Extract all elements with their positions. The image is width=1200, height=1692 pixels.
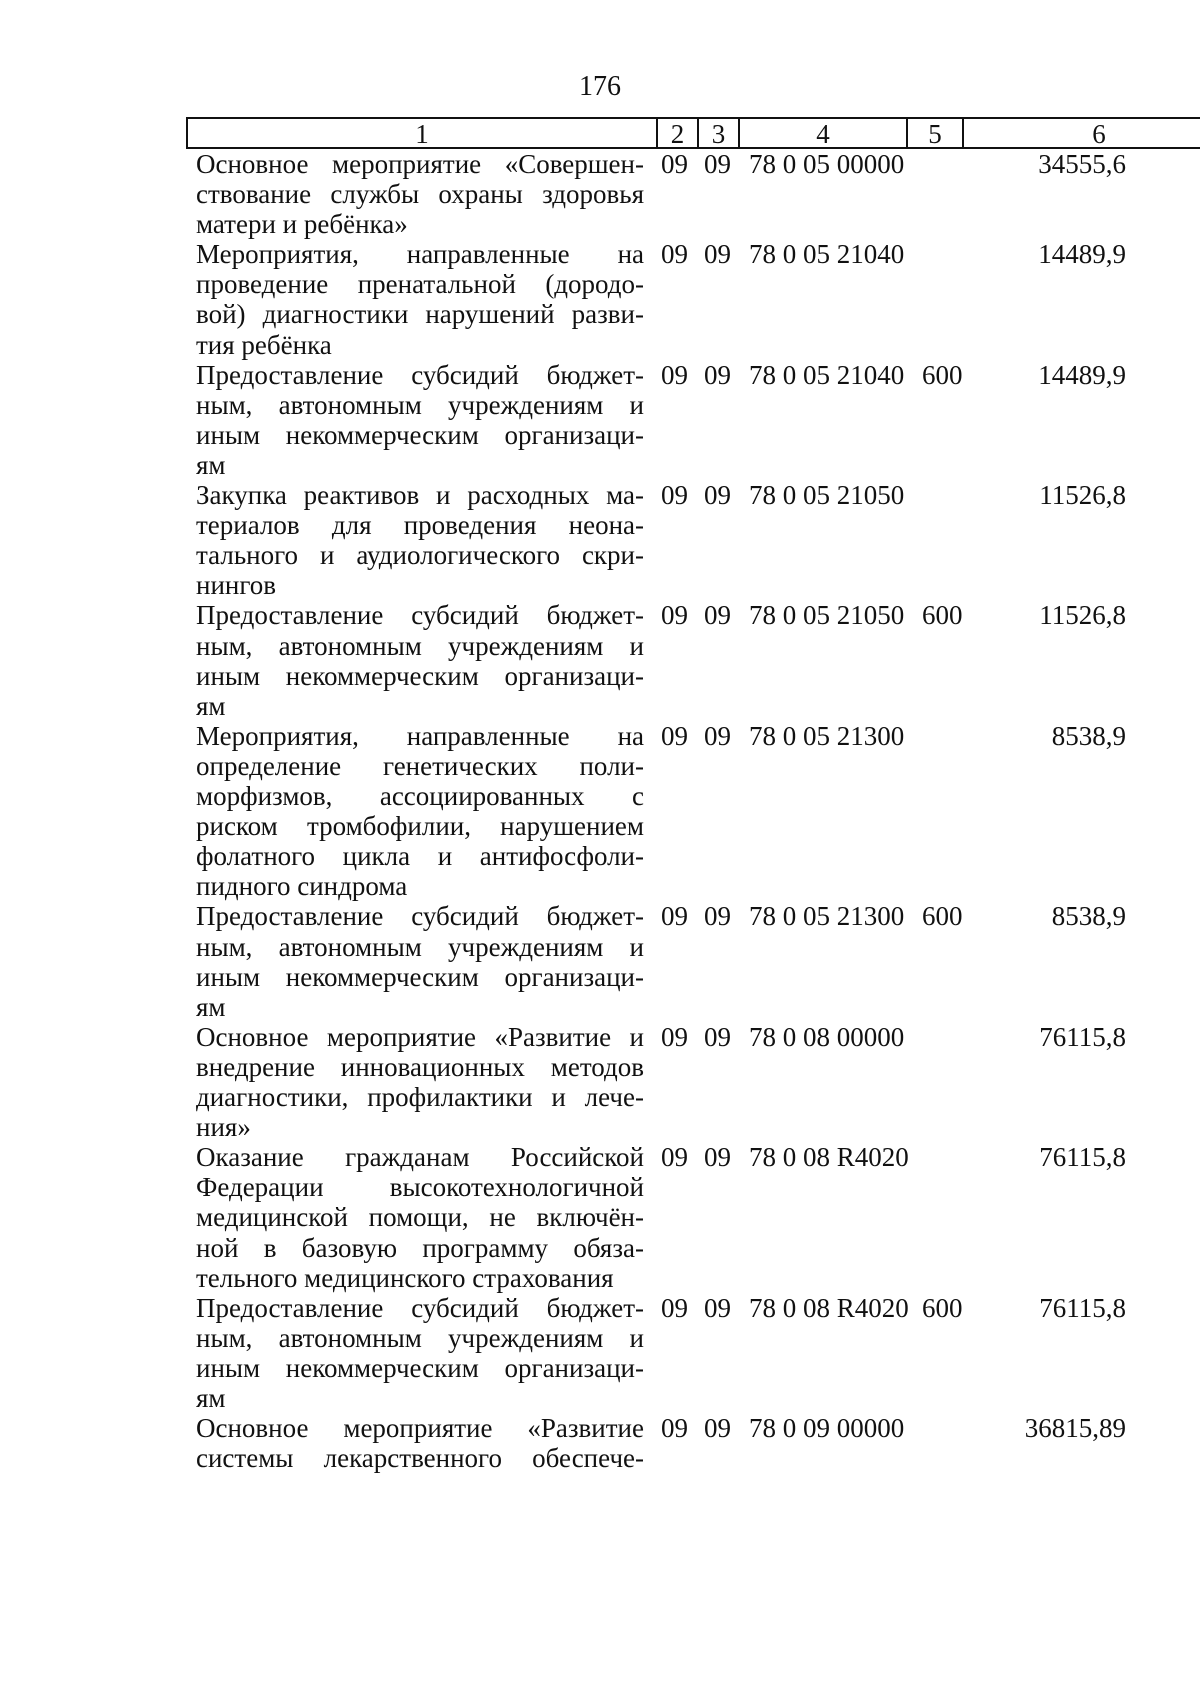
row-name-line: ния»	[196, 1112, 251, 1143]
row-amount: 34555,6	[1038, 149, 1126, 179]
row-section-code: 09	[661, 239, 688, 270]
row-name-line: ным, автономным учреждениям и	[196, 389, 644, 420]
row-name	[196, 1142, 644, 1292]
table-body	[0, 149, 1200, 1473]
table-row	[0, 1293, 1200, 1413]
row-amount: 11526,8	[1039, 600, 1126, 631]
row-name-line: Оказание гражданам Российской	[196, 1142, 644, 1173]
row-name-line: медицинской помощи, не включён-	[196, 1202, 644, 1233]
row-target-article: 78 0 08 R4020	[749, 1292, 909, 1323]
row-target-article: 78 0 05 00000	[749, 149, 905, 179]
row-section-code: 09	[661, 600, 688, 631]
row-subsection-code: 09	[704, 149, 731, 179]
table-row	[0, 600, 1200, 720]
row-section-code: 09	[661, 720, 688, 751]
row-name-line: ям	[196, 449, 226, 480]
row-name-line: системы лекарственного обеспече-	[196, 1443, 644, 1474]
row-subsection-code: 09	[704, 1413, 731, 1444]
row-amount: 14489,9	[1038, 359, 1126, 390]
row-name-line: тельного медицинского страхования	[196, 1262, 614, 1293]
row-target-article: 78 0 05 21300	[749, 901, 905, 932]
row-subsection-code: 09	[704, 1021, 731, 1052]
row-name-line: иным некоммерческим организаци-	[196, 1352, 644, 1383]
table-row	[0, 149, 1200, 239]
row-amount: 8538,9	[1051, 901, 1126, 932]
row-name-line: ствование службы охраны здоровья	[196, 179, 644, 210]
row-name	[196, 1413, 644, 1473]
row-name-line: Федерации высокотехнологичной	[196, 1172, 644, 1203]
row-name-line: Основное мероприятие «Развитие и	[196, 1021, 644, 1052]
row-target-article: 78 0 05 21040	[749, 239, 905, 270]
row-name-line: тия ребёнка	[196, 329, 332, 360]
row-name	[196, 149, 644, 239]
row-name-line: Закупка реактивов и расходных ма-	[196, 480, 644, 511]
row-section-code: 09	[661, 1142, 688, 1173]
row-name-line: иным некоммерческим организаци-	[196, 419, 644, 450]
row-name	[196, 239, 644, 359]
table-row	[0, 360, 1200, 480]
header-col-4: 4	[740, 119, 908, 147]
row-amount: 76115,8	[1039, 1292, 1126, 1323]
row-target-article: 78 0 05 21300	[749, 720, 905, 751]
row-section-code: 09	[661, 1292, 688, 1323]
row-section-code: 09	[661, 149, 688, 179]
row-name	[196, 600, 644, 720]
row-name-line: Мероприятия, направленные на	[196, 239, 644, 270]
row-name-line: Предоставление субсидий бюджет-	[196, 901, 644, 932]
row-name-line: проведение пренатальной (дородо-	[196, 269, 644, 300]
header-col-5: 5	[908, 119, 964, 147]
row-name-line: тального и аудиологического скри-	[196, 540, 644, 571]
row-name-line: пидного синдрома	[196, 871, 408, 902]
row-name-line: фолатного цикла и антифосфоли-	[196, 841, 644, 872]
row-subsection-code: 09	[704, 600, 731, 631]
header-col-3: 3	[699, 119, 740, 147]
row-name-line: нингов	[196, 570, 276, 601]
row-name-line: ям	[196, 1383, 226, 1414]
row-name	[196, 480, 644, 600]
row-section-code: 09	[661, 480, 688, 511]
row-target-article: 78 0 05 21050	[749, 600, 905, 631]
row-section-code: 09	[661, 359, 688, 390]
table-row	[0, 901, 1200, 1021]
row-name-line: матери и ребёнка»	[196, 209, 408, 240]
row-target-article: 78 0 08 R4020	[749, 1142, 909, 1173]
row-name-line: ным, автономным учреждениям и	[196, 630, 644, 661]
row-name-line: Мероприятия, направленные на	[196, 720, 644, 751]
row-name-line: внедрение инновационных методов	[196, 1051, 644, 1082]
header-col-6: 6	[1092, 119, 1106, 149]
row-name	[196, 360, 644, 480]
table-row	[0, 721, 1200, 902]
row-amount: 76115,8	[1039, 1021, 1126, 1052]
row-subsection-code: 09	[704, 901, 731, 932]
row-expense-type: 600	[922, 1292, 963, 1323]
table-row	[0, 1022, 1200, 1142]
row-name-line: Основное мероприятие «Развитие	[196, 1413, 644, 1444]
header-col-2: 2	[658, 119, 699, 147]
row-name-line: ной в базовую программу обяза-	[196, 1232, 644, 1263]
page-number: 176	[579, 71, 621, 102]
row-section-code: 09	[661, 901, 688, 932]
row-name	[196, 901, 644, 1021]
row-amount: 8538,9	[1051, 720, 1126, 751]
row-subsection-code: 09	[704, 359, 731, 390]
row-expense-type: 600	[922, 901, 963, 932]
row-amount: 14489,9	[1038, 239, 1126, 270]
row-name-line: вой) диагностики нарушений разви-	[196, 299, 644, 330]
row-target-article: 78 0 05 21050	[749, 480, 905, 511]
row-name	[196, 1022, 644, 1142]
row-amount: 76115,8	[1039, 1142, 1126, 1173]
table-row	[0, 239, 1200, 359]
row-name-line: иным некоммерческим организаци-	[196, 660, 644, 691]
row-name-line: определение генетических поли-	[196, 750, 644, 781]
row-name-line: Предоставление субсидий бюджет-	[196, 359, 644, 390]
row-section-code: 09	[661, 1413, 688, 1444]
row-expense-type: 600	[922, 600, 963, 631]
row-name-line: иным некоммерческим организаци-	[196, 961, 644, 992]
row-name-line: Основное мероприятие «Совершен-	[196, 149, 644, 179]
row-name	[196, 1293, 644, 1413]
row-section-code: 09	[661, 1021, 688, 1052]
row-amount: 11526,8	[1039, 480, 1126, 511]
row-name	[196, 721, 644, 902]
row-subsection-code: 09	[704, 239, 731, 270]
row-target-article: 78 0 09 00000	[749, 1413, 905, 1444]
header-col-1: 1	[188, 119, 658, 147]
row-amount: 36815,89	[1024, 1413, 1126, 1444]
row-name-line: териалов для проведения неона-	[196, 510, 644, 541]
row-subsection-code: 09	[704, 1292, 731, 1323]
table-row	[0, 1413, 1200, 1473]
table-row	[0, 1142, 1200, 1293]
row-target-article: 78 0 08 00000	[749, 1021, 905, 1052]
row-name-line: морфизмов, ассоциированных с	[196, 781, 644, 812]
row-subsection-code: 09	[704, 1142, 731, 1173]
row-name-line: диагностики, профилактики и лече-	[196, 1082, 644, 1113]
row-name-line: ным, автономным учреждениям и	[196, 1322, 644, 1353]
row-target-article: 78 0 05 21040	[749, 359, 905, 390]
row-subsection-code: 09	[704, 480, 731, 511]
row-name-line: ям	[196, 690, 226, 721]
row-name-line: ям	[196, 991, 226, 1022]
row-name-line: Предоставление субсидий бюджет-	[196, 1292, 644, 1323]
row-name-line: ным, автономным учреждениям и	[196, 931, 644, 962]
row-name-line: Предоставление субсидий бюджет-	[196, 600, 644, 631]
row-name-line: риском тромбофилии, нарушением	[196, 811, 644, 842]
row-expense-type: 600	[922, 359, 963, 390]
table-header	[186, 117, 1200, 149]
table-row	[0, 480, 1200, 600]
row-subsection-code: 09	[704, 720, 731, 751]
